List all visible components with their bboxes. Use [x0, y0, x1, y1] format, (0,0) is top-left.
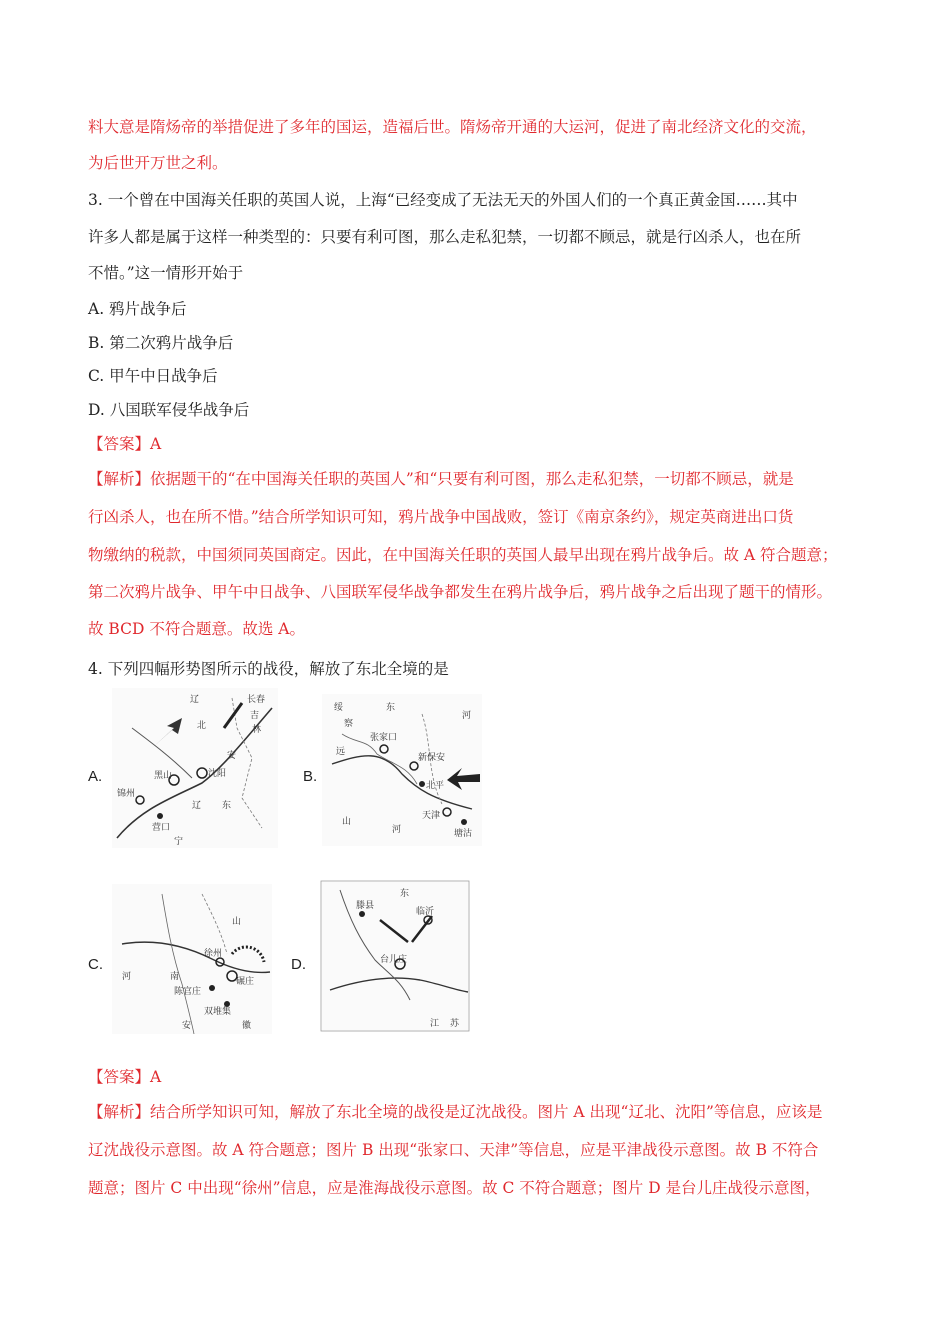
map-a-place-10: 辽 — [192, 801, 202, 811]
map-d-place-5: 苏 — [450, 1019, 460, 1029]
map-c-place-5: 陈官庄 — [174, 987, 202, 997]
q3-analysis-line-3: 物缴纳的税款，中国须同英国商定。因此，在中国海关任职的英国人最早出现在鸦片战争后。故 A 符合题意； — [88, 546, 838, 564]
map-b-place-2: 东 — [386, 703, 396, 713]
map-d-place-0: 东 — [400, 889, 410, 899]
map-a-place-1: 北 — [197, 721, 207, 731]
map-b-place-11: 河 — [392, 825, 402, 835]
map-c-place-0: 山 — [232, 917, 242, 927]
map-d-place-3: 台儿庄 — [380, 955, 408, 965]
map-a-place-5: 安 — [227, 751, 237, 761]
q4-map-d[interactable] — [320, 880, 470, 1032]
map-b-place-5: 远 — [336, 747, 346, 757]
q2-analysis-line-2: 为后世开万世之利。 — [88, 154, 228, 172]
q3-analysis-line-1: 【解析】依据题干的“在中国海关任职的英国人”和“只要有利可图，那么走私犯禁，一切都不顾忌，就是 — [88, 470, 794, 488]
map-a-place-12: 东 — [222, 801, 232, 811]
map-a-place-11: 宁 — [174, 837, 184, 847]
q4-analysis-line-1: 【解析】结合所学知识可知，解放了东北全境的战役是辽沈战役。图片 A 出现“辽北、沈阳”等信息，应该是 — [88, 1103, 823, 1121]
q3-analysis-line-4: 第二次鸦片战争、甲午中日战争、八国联军侵华战争都发生在鸦片战争后，鸦片战争之后出现了题干的情形。 — [88, 583, 833, 601]
q3-option-d[interactable]: D. 八国联军侵华战争后 — [88, 401, 250, 419]
map-a-place-4: 林 — [252, 725, 262, 735]
map-d-place-1: 滕县 — [356, 901, 375, 911]
map-d-place-4: 江 — [430, 1019, 440, 1029]
q3-answer: 【答案】A — [88, 435, 162, 453]
q4-map-b-label[interactable]: B. — [303, 768, 318, 785]
map-c-place-8: 徽 — [242, 1021, 252, 1031]
map-b-place-4: 张家口 — [370, 733, 398, 743]
q3-analysis-line-5: 故 BCD 不符合题意。故选 A。 — [88, 620, 305, 638]
q3-stem-line-2: 许多人都是属于这样一种类型的：只要有利可图，那么走私犯禁，一切都不顾忌，就是行凶杀人，也在所 — [88, 228, 802, 246]
q3-option-b[interactable]: B. 第二次鸦片战争后 — [88, 334, 234, 352]
map-c-place-7: 安 — [182, 1021, 192, 1031]
map-c-place-3: 河 — [122, 972, 132, 982]
q4-map-c[interactable] — [112, 884, 272, 1034]
map-a-place-2: 长春 — [247, 695, 266, 705]
map-a-place-8: 锦州 — [117, 789, 136, 799]
map-a-place-7: 沈阳 — [208, 769, 227, 779]
map-c-place-4: 南 — [170, 972, 180, 982]
q2-analysis-line-1: 料大意是隋炀帝的举措促进了多年的国运，造福后世。隋炀帝开通的大运河，促进了南北经济文化的交流， — [88, 118, 817, 136]
q4-analysis-line-3: 题意；图片 C 中出现“徐州”信息，应是淮海战役示意图。故 C 不符合题意；图片 D 是台儿庄战役示意图， — [88, 1179, 821, 1197]
map-a-place-0: 辽 — [190, 695, 200, 705]
map-b-place-10: 山 — [342, 817, 352, 827]
map-b-place-8: 天津 — [422, 811, 441, 821]
q3-analysis-line-2: 行凶杀人，也在所不惜。”结合所学知识可知，鸦片战争中国战败，签订《南京条约》，规定英商进出口货 — [88, 508, 794, 526]
map-b-place-7: 北平 — [426, 781, 445, 791]
map-d-place-2: 临沂 — [416, 907, 435, 917]
q4-map-d-label[interactable]: D. — [291, 956, 306, 973]
q4-stem: 4. 下列四幅形势图所示的战役，解放了东北全境的是 — [88, 660, 449, 678]
q4-map-c-label[interactable]: C. — [88, 956, 103, 973]
q4-map-b[interactable] — [322, 694, 482, 846]
map-c-place-2: 碾庄 — [236, 977, 255, 987]
map-c-place-6: 双堆集 — [204, 1007, 232, 1017]
q3-stem-line-1: 3. 一个曾在中国海关任职的英国人说，上海“已经变成了无法无天的外国人们的一个真正黄金国……其中 — [88, 191, 798, 209]
map-b-place-0: 绥 — [334, 703, 344, 713]
q3-stem-line-3: 不惜。”这一情形开始于 — [88, 264, 244, 282]
q3-option-c[interactable]: C. 甲午中日战争后 — [88, 367, 218, 385]
map-b-place-6: 新保安 — [418, 753, 446, 763]
q4-map-a-label[interactable]: A. — [88, 768, 103, 785]
q4-analysis-line-2: 辽沈战役示意图。故 A 符合题意；图片 B 出现“张家口、天津”等信息，应是平津战役示意图。故 B 不符合 — [88, 1141, 819, 1159]
q4-map-a[interactable] — [112, 688, 278, 848]
map-b-place-1: 察 — [344, 719, 354, 729]
map-a-place-9: 营口 — [152, 823, 171, 833]
map-b-place-9: 塘沽 — [454, 829, 473, 839]
map-c-place-1: 徐州 — [204, 949, 223, 959]
map-a-place-6: 黑山 — [154, 771, 173, 781]
map-b-place-3: 河 — [462, 711, 472, 721]
q3-option-a[interactable]: A. 鸦片战争后 — [88, 300, 187, 318]
map-a-place-3: 吉 — [250, 711, 260, 721]
q4-answer: 【答案】A — [88, 1068, 162, 1086]
